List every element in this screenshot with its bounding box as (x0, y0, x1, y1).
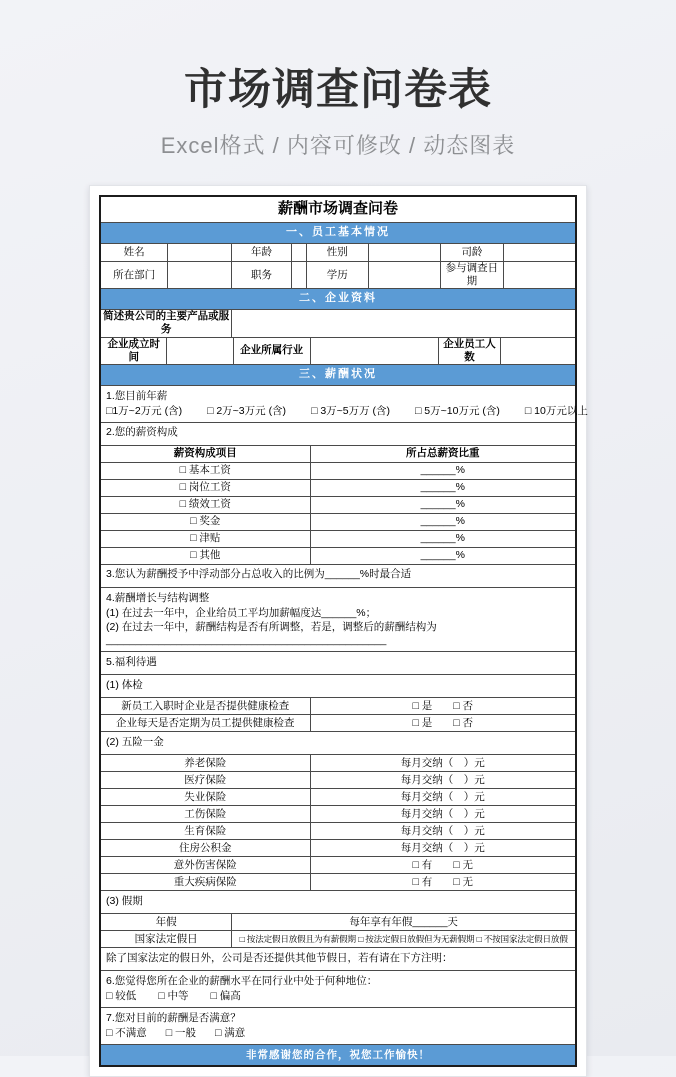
composition-item-checkbox[interactable]: □ 奖金 (190, 515, 221, 528)
insurance-row (101, 856, 575, 873)
composition-header-row (101, 445, 575, 462)
checkup-label: 新员工入职时企业是否提供健康检查 (121, 699, 290, 712)
question-1-options (106, 404, 588, 418)
question-4-line-2: (2) 在过去一年中，薪酬结构是否有所调整，若是，调整后的薪酬结构为________________________________________________ (106, 620, 437, 646)
composition-item-header: 薪资构成项目 (173, 447, 237, 460)
checkup-label: 企业每天是否定期为员工提供健康检查 (116, 716, 295, 729)
question-7-title: 7.您对目前的薪酬是否满意？ (106, 1012, 241, 1025)
insurance-label: 住房公积金 (179, 841, 232, 854)
composition-row (101, 479, 575, 496)
tenure-label: 司龄 (440, 244, 503, 261)
page-subtitle: Excel格式 / 内容可修改 / 动态图表 (160, 133, 516, 158)
gender-label: 性别 (306, 244, 368, 261)
insurance-amount-input[interactable]: 每月交纳（ ）元 (310, 772, 575, 788)
checkup-yes-no-checkbox[interactable]: □ 是 □ 否 (310, 698, 575, 714)
industry-input-cell[interactable] (310, 338, 438, 364)
page-title: 市场调查问卷表 (184, 66, 492, 114)
holiday-subtitle: (3) 假期 (101, 890, 575, 913)
holiday-row (101, 913, 575, 930)
name-input-cell[interactable] (167, 244, 231, 261)
checkup-row (101, 697, 575, 714)
checkup-yes-no-checkbox[interactable]: □ 是 □ 否 (310, 715, 575, 731)
composition-ratio-input[interactable]: ______% (310, 514, 575, 530)
industry-label: 企业所属行业 (233, 338, 310, 364)
salary-option-checkbox[interactable]: □ 3万~5万万 (含) (311, 404, 391, 417)
level-option-checkbox[interactable]: □ 中等 (158, 990, 189, 1003)
age-input-cell[interactable] (291, 244, 306, 261)
holiday-note: 除了国家法定的假日外，公司是否还提供其他节假日，若有请在下方注明： (101, 947, 575, 970)
annual-leave-label: 年假 (155, 915, 177, 928)
question-4 (101, 587, 575, 651)
composition-ratio-input[interactable]: ______% (310, 497, 575, 513)
composition-ratio-header: 所占总薪资比重 (310, 446, 575, 462)
gender-input-cell[interactable] (368, 244, 440, 261)
questionnaire-sheet (99, 195, 588, 1067)
tenure-input-cell[interactable] (503, 244, 575, 261)
question-6-options (106, 989, 570, 1003)
survey-date-label: 参与调查日期 (440, 262, 503, 288)
composition-item-checkbox[interactable]: □ 其他 (190, 549, 221, 562)
insurance-label: 生育保险 (184, 824, 227, 837)
employee-row-2 (101, 261, 575, 288)
composition-row (101, 530, 575, 547)
insurance-have-none-checkbox[interactable]: □ 有 □ 无 (310, 857, 575, 873)
composition-item-checkbox[interactable]: □ 岗位工资 (179, 481, 231, 494)
position-input-cell[interactable] (291, 262, 306, 288)
level-option-checkbox[interactable]: □ 偏高 (210, 990, 241, 1003)
question-3: 3.您认为薪酬授予中浮动部分占总收入的比例为______%时最合适 (101, 564, 575, 587)
composition-item-checkbox[interactable]: □ 基本工资 (179, 464, 231, 477)
insurance-amount-input[interactable]: 每月交纳（ ）元 (310, 789, 575, 805)
position-label: 职务 (231, 262, 290, 288)
insurance-have-none-checkbox[interactable]: □ 有 □ 无 (310, 874, 575, 890)
employee-count-label: 企业员工人数 (438, 338, 500, 364)
legal-holiday-options-checkbox[interactable]: □ 按法定假日放假且为有薪假期 □ 按法定假日放假但为无薪假期 □ 不按国家法定假日放假 (231, 931, 575, 947)
form-title: 薪酬市场调查问卷 (277, 200, 398, 218)
composition-ratio-input[interactable]: ______% (310, 463, 575, 479)
question-1-title: 1.您目前年薪 (106, 389, 168, 402)
company-products-label: 简述贵公司的主要产品或服务 (103, 310, 230, 336)
salary-option-checkbox[interactable]: □ 10万元以上 (524, 404, 588, 417)
composition-row (101, 496, 575, 513)
composition-item-checkbox[interactable]: □ 津贴 (190, 532, 221, 545)
salary-option-checkbox[interactable]: □ 5万~10万元 (含) (415, 404, 500, 417)
insurance-amount-input[interactable]: 每月交纳（ ）元 (310, 806, 575, 822)
employee-count-input-cell[interactable] (500, 338, 575, 364)
company-products-input-cell[interactable] (231, 310, 575, 336)
insurance-label: 意外伤害保险 (173, 858, 237, 871)
founding-date-label: 企业成立时间 (107, 337, 160, 363)
composition-ratio-input[interactable]: ______% (310, 548, 575, 564)
insurance-amount-input[interactable]: 每月交纳（ ）元 (310, 840, 575, 856)
holiday-row (101, 930, 575, 947)
insurance-subtitle: (2) 五险一金 (101, 731, 575, 754)
questionnaire-card (89, 185, 587, 1077)
checkup-row (101, 714, 575, 731)
education-input-cell[interactable] (368, 262, 440, 288)
department-label: 所在部门 (113, 268, 156, 281)
insurance-row (101, 805, 575, 822)
insurance-label: 养老保险 (184, 756, 227, 769)
page-header (0, 0, 676, 160)
insurance-amount-input[interactable]: 每月交纳（ ）元 (310, 755, 575, 771)
insurance-row (101, 822, 575, 839)
question-7-options (106, 1026, 570, 1040)
education-label: 学历 (306, 262, 368, 288)
insurance-label: 重大疾病保险 (173, 875, 237, 888)
composition-ratio-input[interactable]: ______% (310, 480, 575, 496)
question-6-title: 6.您觉得您所在企业的薪酬水平在同行业中处于何种地位： (106, 975, 378, 988)
annual-leave-days-input[interactable]: 每年享有年假______天 (231, 914, 575, 930)
employee-row-1 (101, 243, 575, 261)
insurance-row (101, 754, 575, 771)
legal-holiday-label: 国家法定假日 (134, 932, 198, 945)
question-1 (101, 385, 588, 422)
name-label: 姓名 (123, 245, 145, 258)
age-label: 年龄 (231, 244, 290, 261)
question-4-title: 4.薪酬增长与结构调整 (106, 591, 210, 604)
composition-ratio-input[interactable]: ______% (310, 531, 575, 547)
question-2-title: 2.您的薪资构成 (101, 422, 575, 445)
insurance-row (101, 873, 575, 890)
insurance-row (101, 788, 575, 805)
question-5-title: 5.福利待遇 (101, 651, 575, 674)
founding-date-input-cell[interactable] (166, 338, 232, 364)
composition-row (101, 513, 575, 530)
insurance-label: 工伤保险 (184, 807, 227, 820)
question-4-line-1: (1) 在过去一年中，企业给员工平均加薪幅度达______%； (106, 606, 377, 619)
composition-row (101, 462, 575, 479)
checkup-subtitle: (1) 体检 (101, 674, 575, 697)
insurance-amount-input[interactable]: 每月交纳（ ）元 (310, 823, 575, 839)
company-products-row (101, 309, 575, 336)
form-footer: 非常感谢您的合作，祝您工作愉快！ (101, 1044, 575, 1065)
survey-date-input-cell[interactable] (503, 262, 575, 288)
salary-option-checkbox[interactable]: □ 2万~3万元 (含) (207, 404, 287, 417)
level-option-checkbox[interactable]: □ 较低 (106, 990, 137, 1003)
question-7 (101, 1007, 575, 1044)
company-info-row (101, 337, 575, 364)
satisfaction-option-checkbox[interactable]: □ 一般 (165, 1027, 197, 1040)
satisfaction-option-checkbox[interactable]: □ 满意 (215, 1027, 246, 1040)
section1-header: 一、员工基本情况 (101, 222, 575, 243)
question-6 (101, 970, 575, 1007)
section3-header: 三、薪酬状况 (101, 364, 575, 385)
department-input-cell[interactable] (167, 262, 231, 288)
insurance-row (101, 771, 575, 788)
satisfaction-option-checkbox[interactable]: □ 不满意 (106, 1027, 147, 1040)
salary-option-checkbox[interactable]: □1万~2万元 (含) (106, 404, 183, 417)
insurance-row (101, 839, 575, 856)
insurance-label: 医疗保险 (184, 773, 227, 786)
composition-row (101, 547, 575, 564)
section2-header: 二、企业资料 (101, 288, 575, 309)
composition-item-checkbox[interactable]: □ 绩效工资 (179, 498, 231, 511)
insurance-label: 失业保险 (184, 790, 227, 803)
